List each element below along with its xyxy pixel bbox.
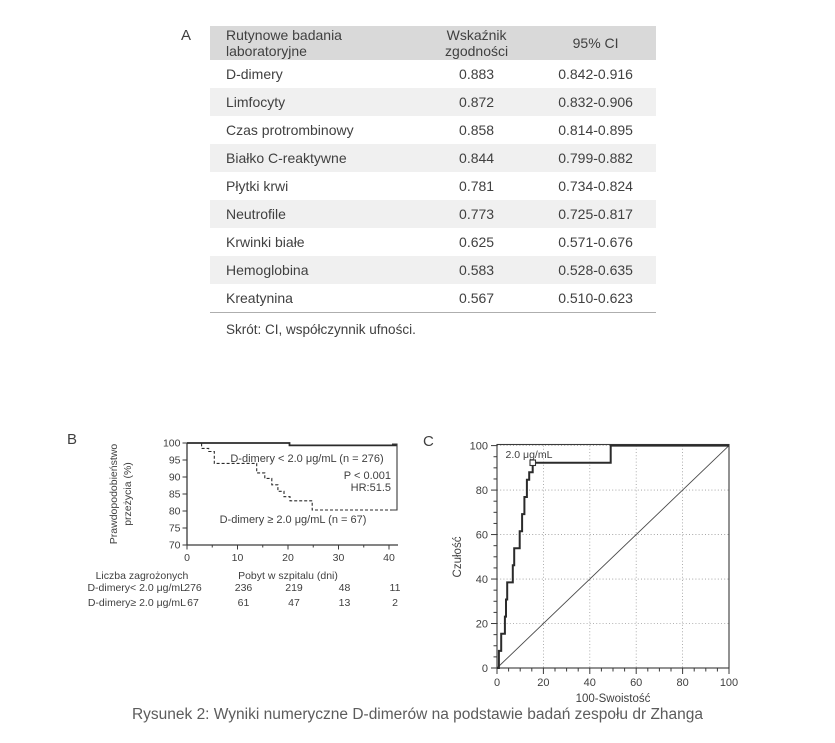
header-confidence-interval: 95% CI <box>535 26 656 60</box>
cell-ci: 0.814-0.895 <box>558 122 633 138</box>
cell-concordance: 0.583 <box>459 262 495 278</box>
cell-test-name: Hemoglobina <box>226 262 309 278</box>
cell-test-name: Krwinki białe <box>226 234 305 250</box>
cell-ci: 0.842-0.916 <box>558 66 633 82</box>
risk-count: 276 <box>184 582 202 594</box>
cell-concordance: 0.567 <box>418 284 535 313</box>
km-y-tick-label: 95 <box>168 454 181 467</box>
roc-y-tick-label: 0 <box>481 662 488 675</box>
table-row <box>210 88 656 116</box>
roc-x-tick-label: 60 <box>630 677 643 689</box>
cell-ci: 0.832-0.906 <box>558 94 633 110</box>
risk-count: 47 <box>288 597 300 609</box>
risk-count: 11 <box>389 582 401 594</box>
roc-x-tick-label: 80 <box>676 677 689 689</box>
km-y-tick-label: 100 <box>162 437 181 450</box>
km-y-axis-label-line1: Prawdopodobieństwo <box>108 443 120 545</box>
risk-row-label-high: D-dimery≥ 2.0 μg/mL <box>87 597 186 609</box>
cell-test-name: Limfocyty <box>226 94 286 110</box>
roc-y-axis-label: Czułość <box>452 536 464 578</box>
km-y-tick-label: 80 <box>168 505 181 518</box>
cell-ci: 0.734-0.824 <box>558 178 633 194</box>
figure-caption: Rysunek 2: Wyniki numeryczne D-dimerów na podstawie badań zespołu dr Zhanga <box>131 706 704 723</box>
table-footnote: Skrót: CI, współczynnik ufności. <box>226 322 416 337</box>
cell-concordance: 0.625 <box>459 234 495 250</box>
cell-test-name: Kreatynina <box>210 284 418 313</box>
table-header-row <box>210 26 656 60</box>
cell-concordance: 0.781 <box>459 178 495 194</box>
risk-count: 13 <box>338 597 351 609</box>
cell-test-name: Płytki krwi <box>226 178 289 194</box>
cell-test-name: D-dimery <box>226 66 283 82</box>
risk-count: 48 <box>338 582 351 594</box>
cell-ci: 0.725-0.817 <box>558 206 633 222</box>
roc-x-tick-label: 100 <box>719 677 739 689</box>
panel-a-label: A <box>181 27 192 44</box>
cell-concordance: 0.883 <box>459 66 495 82</box>
cell-ci: 0.510-0.623 <box>535 284 656 313</box>
roc-y-tick-label: 80 <box>475 484 488 497</box>
lab-tests-table <box>210 26 656 337</box>
roc-x-tick-label: 20 <box>537 677 550 689</box>
table-row <box>210 144 656 172</box>
risk-count: 236 <box>234 582 253 594</box>
km-y-tick-label: 85 <box>168 488 181 501</box>
table-row <box>210 200 656 228</box>
risk-count: 2 <box>392 597 398 609</box>
cell-concordance: 0.773 <box>459 206 495 222</box>
roc-y-tick-label: 100 <box>469 440 488 453</box>
km-x-tick-label: 0 <box>184 552 190 564</box>
roc-ticks-group <box>470 440 739 689</box>
table-row <box>210 60 656 88</box>
km-y-tick-label: 70 <box>168 539 181 552</box>
roc-x-axis-label: 100-Swoistość <box>575 693 651 705</box>
km-legend-low: D-dimery < 2.0 μg/mL (n = 276) <box>230 453 384 465</box>
roc-y-tick-label: 40 <box>475 573 488 586</box>
header-concordance-index: Wskaźnik zgodności <box>418 26 535 60</box>
table-row <box>210 284 656 313</box>
roc-x-tick-label: 0 <box>493 677 501 689</box>
km-y-axis-label-line2: przeżycia (%) <box>122 462 134 526</box>
table-row <box>210 116 656 144</box>
cell-test-name: Białko C-reaktywne <box>226 150 347 166</box>
table-body <box>210 60 656 313</box>
cell-ci: 0.528-0.635 <box>558 262 633 278</box>
cell-test-name: Neutrofile <box>226 206 286 222</box>
table-row <box>210 256 656 284</box>
km-curve-solid <box>187 443 397 445</box>
cell-ci: 0.799-0.882 <box>558 150 633 166</box>
roc-y-tick-label: 20 <box>475 618 488 631</box>
roc-x-tick-label: 40 <box>583 677 596 689</box>
panel-b-label: B <box>67 431 78 448</box>
panel-c-label: C <box>423 433 434 450</box>
km-survival-chart <box>60 425 405 620</box>
risk-row-label-low: D-dimery< 2.0 μg/mL <box>87 582 186 594</box>
concordance-table <box>210 26 656 313</box>
risk-count: 219 <box>285 582 303 594</box>
comparison-bracket <box>392 444 397 510</box>
table-row <box>210 172 656 200</box>
km-legend-high: D-dimery ≥ 2.0 μg/mL (n = 67) <box>219 514 367 526</box>
cell-ci: 0.571-0.676 <box>558 234 633 250</box>
cutoff-label: 2.0 μg/mL <box>505 449 553 461</box>
risk-count: 61 <box>237 597 250 609</box>
km-x-tick-label: 20 <box>282 552 294 564</box>
km-x-tick-label: 40 <box>383 552 395 564</box>
cell-concordance: 0.858 <box>459 122 495 138</box>
risk-table-title: Liczba zagrożonych <box>95 570 189 582</box>
km-y-tick-label: 90 <box>168 471 181 484</box>
km-x-tick-label: 30 <box>332 552 345 564</box>
hazard-ratio-text: HR:51.5 <box>350 482 391 494</box>
cell-concordance: 0.844 <box>459 150 495 166</box>
cell-concordance: 0.872 <box>459 94 495 110</box>
risk-counts-group <box>184 582 400 609</box>
table-row <box>210 228 656 256</box>
p-value-text: P < 0.001 <box>343 470 391 482</box>
cell-test-name: Czas protrombinowy <box>226 122 354 138</box>
header-test-name: Rutynowe badania laboratoryjne <box>210 26 418 60</box>
roc-chart <box>420 428 765 718</box>
km-y-tick-label: 75 <box>168 522 181 535</box>
km-x-tick-label: 10 <box>231 552 244 564</box>
km-x-axis-label: Pobyt w szpitalu (dni) <box>238 570 338 582</box>
roc-y-tick-label: 60 <box>475 529 488 542</box>
risk-count: 67 <box>187 597 199 609</box>
roc-reference-diagonal <box>497 446 729 668</box>
